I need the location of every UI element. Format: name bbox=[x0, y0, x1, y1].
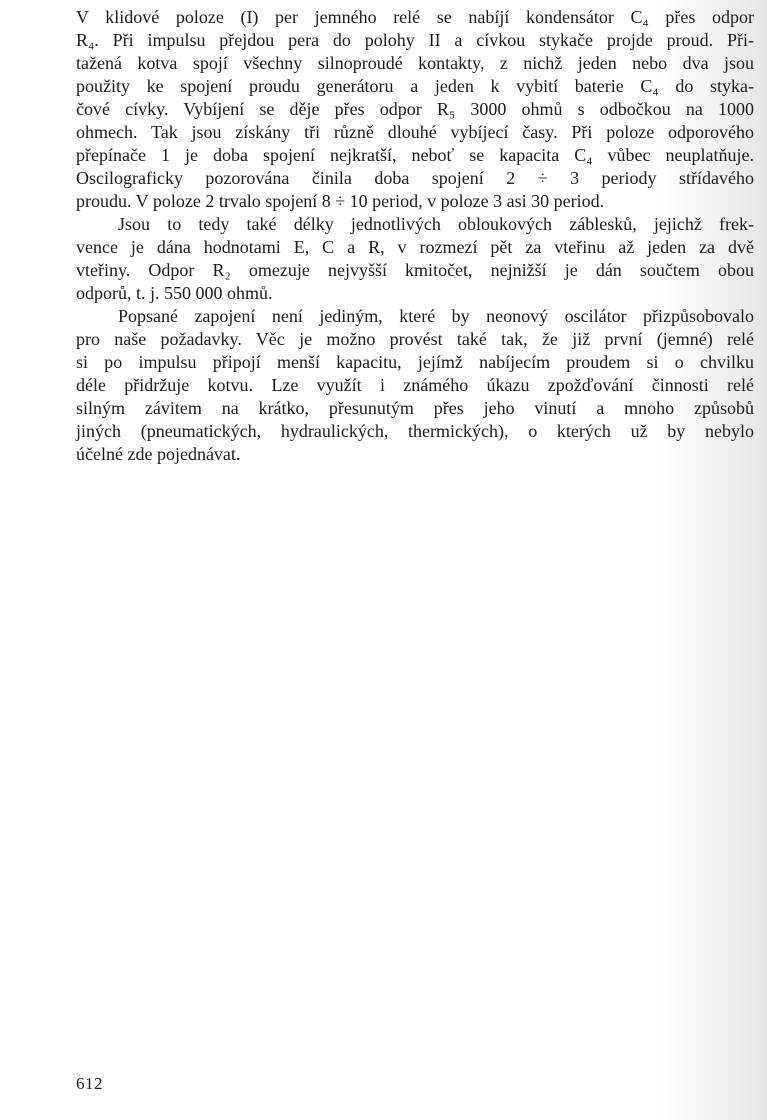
text-line: jiných (pneumatických, hydraulických, thermických), o kterých už by nebylo bbox=[76, 421, 754, 441]
text-line: čové cívky. Vybíjení se děje přes odpor R₅ 3000 ohmů s odbočkou na 1000 bbox=[76, 99, 754, 119]
paragraph-3 bbox=[76, 305, 754, 328]
text-line: si po impulsu připojí menší kapacitu, jejímž nabíjecím proudem si o chvilku bbox=[76, 352, 754, 372]
text-line: Jsou to tedy také délky jednotlivých obloukových záblesků, jejichž frek- bbox=[118, 214, 754, 234]
text-line: Oscilograficky pozorována činila doba spojení 2 ÷ 3 periody střídavého bbox=[76, 168, 754, 188]
text-line: pro naše požadavky. Věc je možno provést také tak, že již první (jemné) relé bbox=[76, 329, 754, 349]
text-line: ohmech. Tak jsou získány tři různě dlouhé vybíjecí časy. Při poloze odporového bbox=[76, 122, 754, 142]
text-line: silným závitem na krátko, přesunutým přes jeho vinutí a mnoho způsobů bbox=[76, 398, 754, 418]
text-line: přepínače 1 je doba spojení nejkratší, neboť se kapacita C₄ vůbec neuplatňuje. bbox=[76, 145, 754, 165]
text-line: V klidové poloze (I) per jemného relé se nabíjí kondensátor C₄ přes odpor bbox=[76, 7, 754, 27]
paragraph-2 bbox=[76, 213, 754, 236]
text-line: Popsané zapojení není jediným, které by neonový oscilátor přizpůsobovalo bbox=[118, 306, 754, 326]
paragraph-2-cont bbox=[76, 236, 754, 305]
paragraph-3-cont bbox=[76, 328, 754, 466]
text-line: tažená kotva spojí všechny silnoproudé kontakty, z nichž jeden nebo dva jsou bbox=[76, 53, 754, 73]
text-line: účelné zde pojednávat. bbox=[76, 444, 241, 464]
text-line: použity ke spojení proudu generátoru a jeden k vybití baterie C₄ do styka- bbox=[76, 76, 754, 96]
text-line: proudu. V poloze 2 trvalo spojení 8 ÷ 10 period, v poloze 3 asi 30 period. bbox=[76, 191, 605, 211]
text-line: vence je dána hodnotami E, C a R, v rozmezí pět za vteřinu až jeden za dvě bbox=[76, 237, 754, 257]
text-line: déle přidržuje kotvu. Lze využít i známého úkazu zpožďování činnosti relé bbox=[76, 375, 754, 395]
body-text bbox=[76, 6, 754, 466]
text-line: vteřiny. Odpor R₂ omezuje nejvyšší kmitočet, nejnižší je dán součtem obou bbox=[76, 260, 754, 280]
page-number: 612 bbox=[76, 1074, 103, 1093]
text-line: odporů, t. j. 550 000 ohmů. bbox=[76, 283, 273, 303]
text-line: R₄. Při impulsu přejdou pera do polohy II a cívkou stykače projde proud. Při- bbox=[76, 30, 754, 50]
paragraph-1 bbox=[76, 6, 754, 213]
